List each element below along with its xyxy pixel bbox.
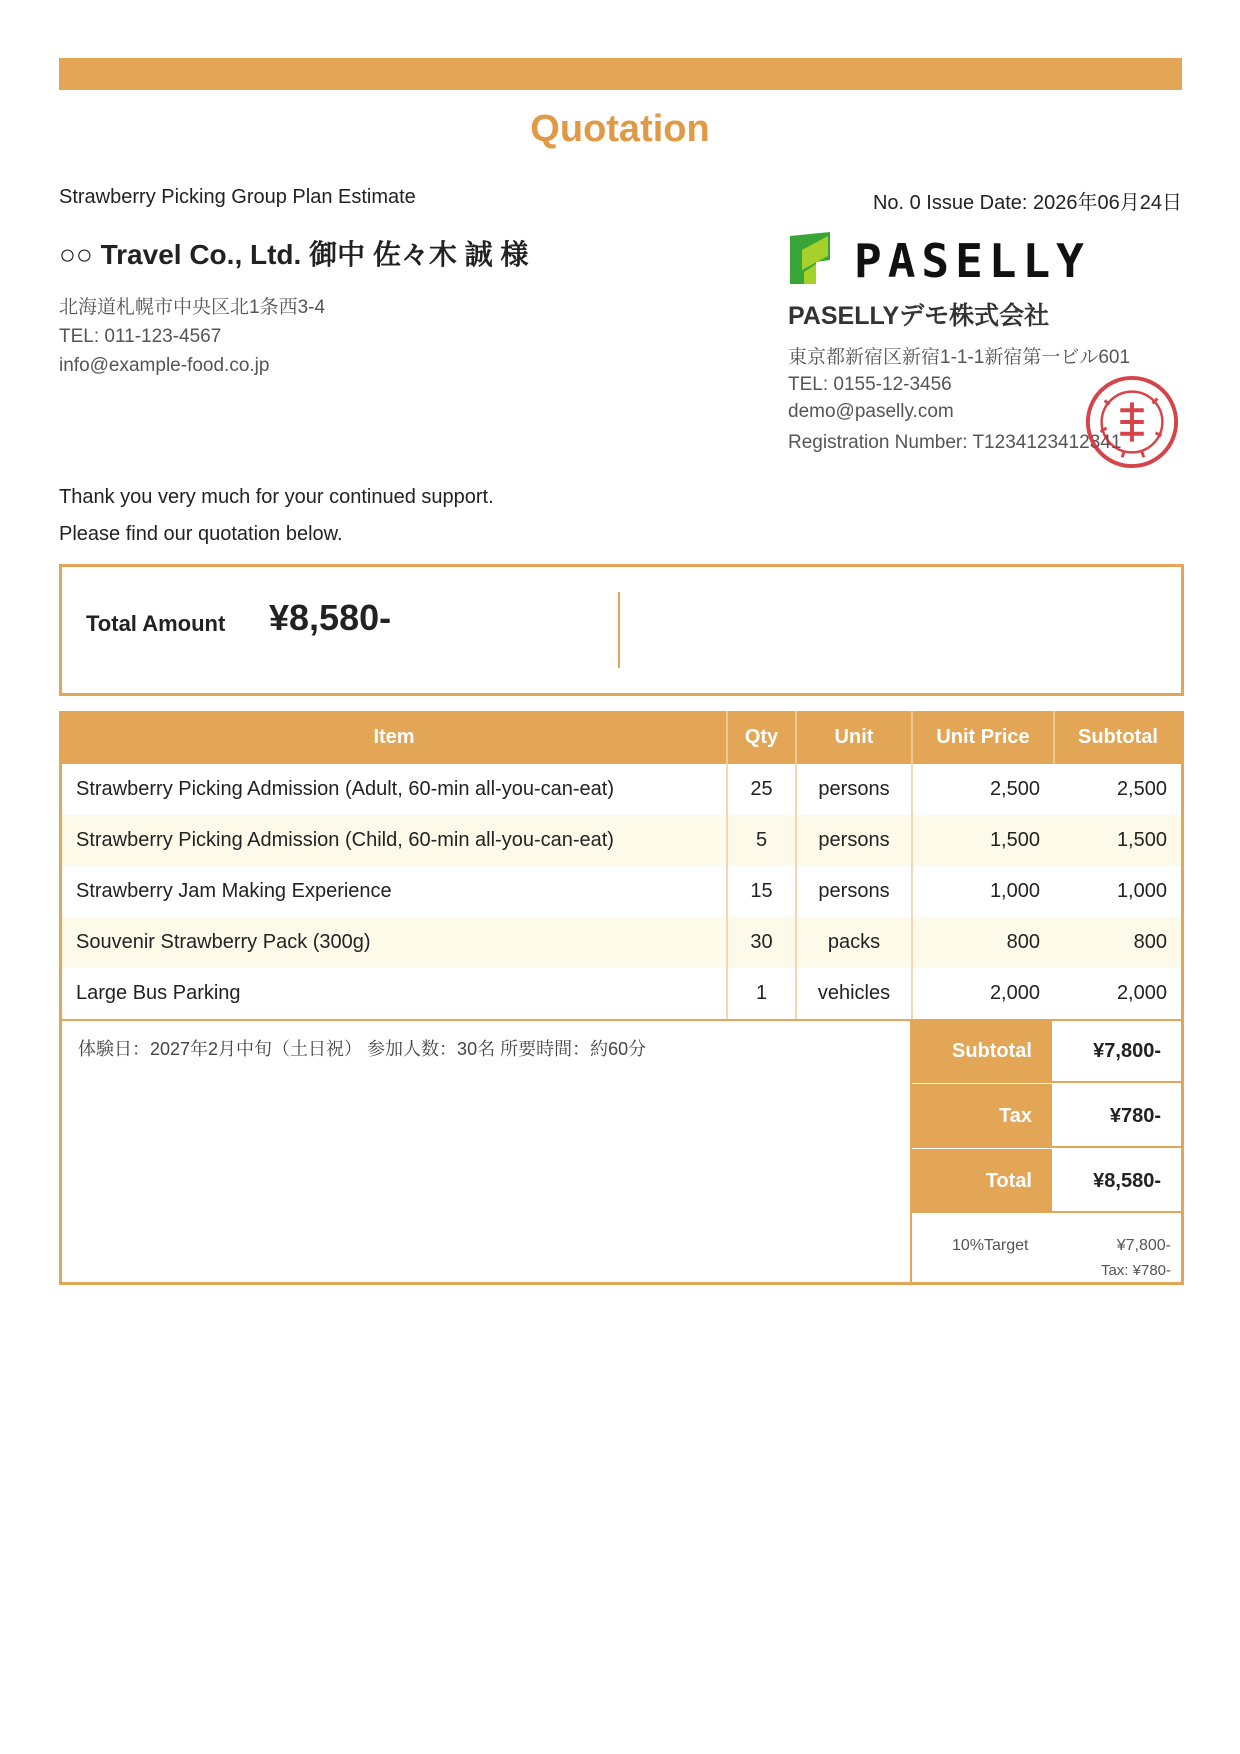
total-amount-label: Total Amount <box>86 611 226 636</box>
table-row <box>62 815 1181 866</box>
summary-tax-row <box>912 1084 1183 1148</box>
client-email: info@example-food.co.jp <box>59 355 270 376</box>
summary-total-value: ¥8,580- <box>1052 1149 1183 1213</box>
row-qty: 1 <box>727 968 796 1020</box>
registration-number: Registration Number: T1234123412341 <box>788 432 1122 453</box>
row-subtotal: 800 <box>1054 917 1181 968</box>
row-qty: 30 <box>727 917 796 968</box>
row-qty: 5 <box>727 815 796 866</box>
row-subtotal: 1,000 <box>1116 880 1167 902</box>
row-unit-price: 1,500 <box>912 815 1054 866</box>
tax-amount: Tax: ¥780- <box>1100 1262 1171 1279</box>
summary-subtotal-label: Subtotal <box>912 1019 1052 1083</box>
row-qty: 25 <box>727 764 796 815</box>
row-unit: persons <box>796 866 912 917</box>
remarks-note: 体験日：2027年2月中旬（土日祝） 参加人数：30名 所要時間：約60分 <box>78 1039 647 1059</box>
row-subtotal: 2,000 <box>1054 968 1181 1020</box>
issuer-email: demo@paselly.com <box>788 401 954 422</box>
row-subtotal: 1,500 <box>1054 815 1181 866</box>
tax-target-value: ¥7,800- <box>1116 1237 1171 1254</box>
summary-subtotal-value: ¥7,800- <box>1052 1019 1183 1083</box>
summary-total-row <box>912 1149 1183 1213</box>
greeting-line-1: Thank you very much for your continued support. <box>59 486 494 508</box>
header-qty: Qty <box>727 711 796 764</box>
header-item: Item <box>62 711 727 764</box>
row-unit-price: 800 <box>912 917 1054 968</box>
items-table-container <box>59 711 1184 1285</box>
row-unit-price: 1,000 <box>912 866 1054 917</box>
items-table <box>62 711 1181 1021</box>
row-item: Strawberry Picking Admission (Child, 60-min all-you-can-eat) <box>62 815 727 866</box>
company-seal-icon <box>1083 373 1181 471</box>
header-unit-price: Unit Price <box>912 711 1054 764</box>
header-unit: Unit <box>796 711 912 764</box>
header-subtotal: Subtotal <box>1054 711 1181 764</box>
row-unit: packs <box>796 917 912 968</box>
summary-tax-value: ¥780- <box>1052 1084 1183 1148</box>
issuer-tel: TEL: 0155-12-3456 <box>788 374 952 395</box>
row-item: Souvenir Strawberry Pack (300g) <box>62 917 727 968</box>
client-info <box>59 293 325 380</box>
client-tel: TEL: 011-123-4567 <box>59 326 222 347</box>
table-header-row <box>62 711 1181 764</box>
tax-target-label: 10%Target <box>952 1237 1029 1254</box>
table-row <box>62 866 1181 917</box>
row-item: Large Bus Parking <box>62 968 727 1020</box>
row-item: Strawberry Jam Making Experience <box>76 880 392 902</box>
total-box-divider <box>618 592 620 668</box>
document-title: Quotation <box>530 108 710 150</box>
issuer-company-name: PASELLYデモ株式会社 <box>788 302 1050 330</box>
summary-column <box>910 1019 1183 1282</box>
row-unit: persons <box>796 764 912 815</box>
document-subject: Strawberry Picking Group Plan Estimate <box>59 186 416 208</box>
table-row <box>62 968 1181 1020</box>
issuer-address: 東京都新宿区新宿1-1-1新宿第一ビル601 <box>788 347 1131 368</box>
client-address: 北海道札幌市中央区北1条西3-4 <box>59 297 326 318</box>
row-unit-price: 2,000 <box>912 968 1054 1020</box>
total-amount-box <box>59 564 1184 696</box>
greeting-line-2: Please find our quotation below. <box>59 523 343 545</box>
issuer-info <box>788 344 1130 425</box>
company-logo-text: PASELLY <box>854 234 1090 288</box>
table-row <box>62 917 1181 968</box>
document-number-date: No. 0 Issue Date: 2026年06月24日 <box>872 192 1182 214</box>
row-unit-price: 2,500 <box>912 764 1054 815</box>
summary-total-label: Total <box>912 1149 1052 1213</box>
row-unit: persons <box>796 815 912 866</box>
summary-subtotal-row <box>912 1019 1183 1083</box>
row-item: Strawberry Picking Admission (Adult, 60-min all-you-can-eat) <box>76 778 614 800</box>
summary-tax-label: Tax <box>912 1084 1052 1148</box>
table-row <box>62 764 1181 815</box>
total-amount-value: ¥8,580- <box>269 597 392 638</box>
top-accent-bar <box>59 58 1182 90</box>
greeting <box>59 479 494 553</box>
row-subtotal: 2,500 <box>1116 778 1167 800</box>
row-qty: 15 <box>727 866 796 917</box>
row-unit: vehicles <box>796 968 912 1020</box>
client-name: ○○ Travel Co., Ltd. 御中 佐々木 誠 様 <box>59 239 529 270</box>
